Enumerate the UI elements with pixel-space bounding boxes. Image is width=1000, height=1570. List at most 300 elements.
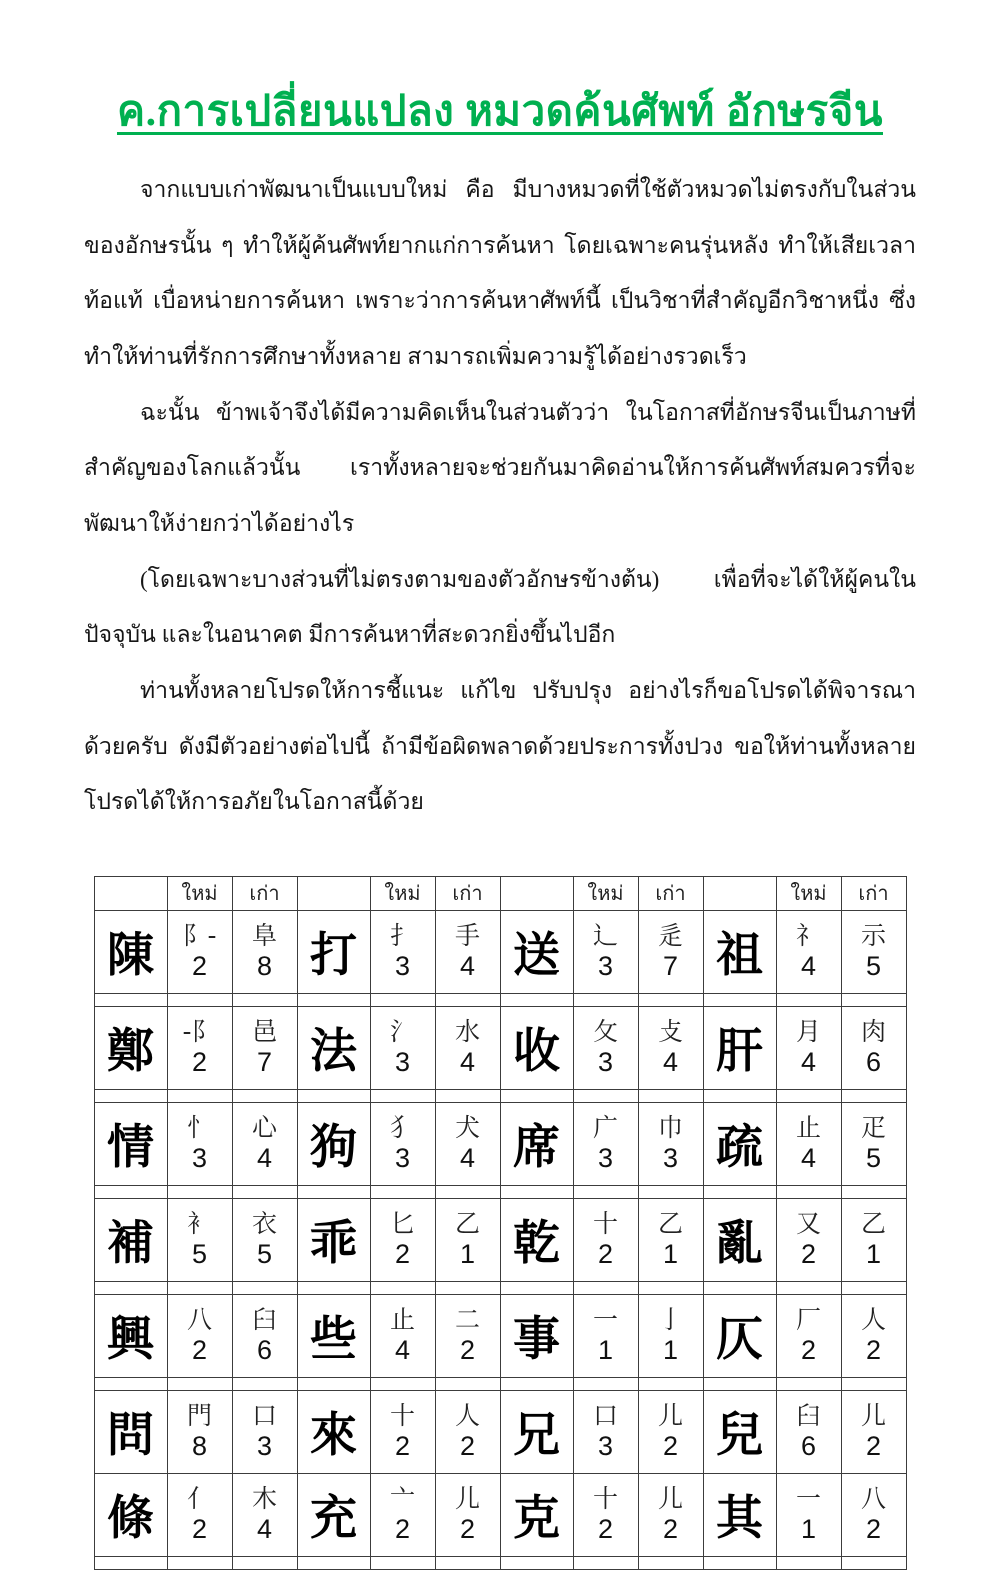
new-column-header: ใหม่ — [573, 876, 638, 910]
stroke-count: 2 — [865, 1334, 882, 1365]
old-column-header: เก่า — [841, 876, 906, 910]
spacer-cell — [232, 1089, 297, 1102]
radical-glyph: 匕 — [389, 1208, 415, 1238]
character-cell: 兄 — [500, 1390, 573, 1473]
spacer-cell — [167, 1089, 232, 1102]
new-radical-cell — [167, 1102, 232, 1185]
new-radical-cell — [370, 1006, 435, 1089]
spacer-cell — [232, 993, 297, 1006]
old-radical-cell — [638, 1390, 703, 1473]
new-radical-cell — [167, 1198, 232, 1281]
spacer-cell — [94, 993, 167, 1006]
new-radical-cell — [573, 1473, 638, 1556]
radical-glyph: 十 — [389, 1400, 415, 1430]
radical-glyph: 攵 — [592, 1016, 618, 1046]
new-column-header: ใหม่ — [370, 876, 435, 910]
table-header-row — [94, 876, 906, 910]
stroke-count: 2 — [865, 1513, 882, 1544]
character-cell: 條 — [94, 1473, 167, 1556]
spacer-cell — [776, 1377, 841, 1390]
radical-glyph: 犭 — [389, 1112, 415, 1142]
page-title: ค.การเปลี่ยนแปลง หมวดค้นศัพท์ อักษรจีน — [116, 89, 883, 135]
spacer-cell — [573, 993, 638, 1006]
character-cell: 送 — [500, 910, 573, 993]
stroke-count: 2 — [800, 1238, 817, 1269]
old-radical-cell — [435, 1006, 500, 1089]
character-cell: 兒 — [703, 1390, 776, 1473]
radical-glyph: 儿 — [454, 1483, 480, 1513]
old-radical-cell — [232, 1006, 297, 1089]
stroke-count: 4 — [459, 950, 476, 981]
character-cell: 法 — [297, 1006, 370, 1089]
spacer-cell — [638, 993, 703, 1006]
old-radical-cell — [638, 1198, 703, 1281]
radical-glyph: 犬 — [454, 1112, 480, 1142]
new-radical-cell — [167, 1006, 232, 1089]
spacer-cell — [841, 1185, 906, 1198]
spacer-cell — [370, 1281, 435, 1294]
radical-table — [94, 876, 907, 1570]
radical-glyph: 木 — [251, 1483, 277, 1513]
spacer-cell — [573, 1281, 638, 1294]
spacer-cell — [638, 1089, 703, 1102]
character-cell: 興 — [94, 1294, 167, 1377]
spacer-cell — [638, 1377, 703, 1390]
spacer-cell — [638, 1556, 703, 1569]
old-radical-cell — [232, 1102, 297, 1185]
character-cell: 來 — [297, 1390, 370, 1473]
spacer-cell — [500, 1281, 573, 1294]
character-cell: 祖 — [703, 910, 776, 993]
spacer-cell — [167, 1281, 232, 1294]
spacer-cell — [703, 1089, 776, 1102]
new-radical-cell — [573, 910, 638, 993]
stroke-count: 3 — [662, 1142, 679, 1173]
old-radical-cell — [841, 1473, 906, 1556]
stroke-count: 4 — [256, 1513, 273, 1544]
stroke-count: 7 — [256, 1046, 273, 1077]
stroke-count: 3 — [394, 1046, 411, 1077]
radical-glyph: 厂 — [795, 1304, 821, 1334]
table-row — [94, 1390, 906, 1473]
spacer-cell — [297, 1185, 370, 1198]
radical-glyph: 邑 — [251, 1016, 277, 1046]
old-radical-cell — [232, 910, 297, 993]
character-cell: 亂 — [703, 1198, 776, 1281]
old-radical-cell — [638, 1006, 703, 1089]
stroke-count: 2 — [459, 1334, 476, 1365]
radical-glyph: 八 — [860, 1483, 886, 1513]
spacer-cell — [232, 1377, 297, 1390]
stroke-count: 2 — [394, 1238, 411, 1269]
spacer-row — [94, 1556, 906, 1569]
stroke-count: 5 — [865, 950, 882, 981]
new-radical-cell — [776, 1006, 841, 1089]
radical-glyph: 人 — [860, 1304, 886, 1334]
radical-glyph: 儿 — [657, 1400, 683, 1430]
stroke-count: 8 — [256, 950, 273, 981]
radical-glyph: 臼 — [795, 1400, 821, 1430]
radical-glyph: 又 — [795, 1208, 821, 1238]
stroke-count: 1 — [800, 1513, 817, 1544]
old-column-header: เก่า — [232, 876, 297, 910]
spacer-row — [94, 993, 906, 1006]
radical-glyph: 亅 — [657, 1304, 683, 1334]
stroke-count: 3 — [597, 1142, 614, 1173]
radical-glyph: 人 — [454, 1400, 480, 1430]
stroke-count: 4 — [394, 1334, 411, 1365]
radical-glyph: 衣 — [251, 1208, 277, 1238]
stroke-count: 1 — [597, 1334, 614, 1365]
new-radical-cell — [167, 1294, 232, 1377]
spacer-cell — [370, 993, 435, 1006]
radical-glyph: 忄 — [186, 1112, 212, 1142]
character-cell: 仄 — [703, 1294, 776, 1377]
radical-glyph: 一 — [592, 1304, 618, 1334]
old-radical-cell — [841, 1390, 906, 1473]
spacer-cell — [703, 1185, 776, 1198]
spacer-cell — [703, 1556, 776, 1569]
character-cell: 其 — [703, 1473, 776, 1556]
stroke-count: 2 — [459, 1513, 476, 1544]
stroke-count: 2 — [800, 1334, 817, 1365]
old-radical-cell — [435, 1102, 500, 1185]
radical-glyph: 广 — [592, 1112, 618, 1142]
character-cell: 狗 — [297, 1102, 370, 1185]
spacer-cell — [297, 1281, 370, 1294]
spacer-cell — [167, 1556, 232, 1569]
new-radical-cell — [370, 1473, 435, 1556]
char-header-cell — [500, 876, 573, 910]
character-cell: 情 — [94, 1102, 167, 1185]
spacer-cell — [435, 1556, 500, 1569]
radical-glyph: 氵 — [389, 1016, 415, 1046]
old-radical-cell — [841, 1102, 906, 1185]
spacer-cell — [573, 1556, 638, 1569]
new-radical-cell — [573, 1390, 638, 1473]
spacer-cell — [776, 1089, 841, 1102]
stroke-count: 3 — [191, 1142, 208, 1173]
spacer-cell — [435, 1185, 500, 1198]
stroke-count: 7 — [662, 950, 679, 981]
spacer-cell — [94, 1556, 167, 1569]
stroke-count: 2 — [191, 1334, 208, 1365]
stroke-count: 2 — [191, 1513, 208, 1544]
character-cell: 席 — [500, 1102, 573, 1185]
spacer-cell — [232, 1281, 297, 1294]
spacer-cell — [500, 1089, 573, 1102]
old-radical-cell — [638, 910, 703, 993]
radical-glyph: 臼 — [251, 1304, 277, 1334]
spacer-cell — [841, 993, 906, 1006]
character-cell: 些 — [297, 1294, 370, 1377]
radical-glyph: 阜 — [251, 920, 277, 950]
stroke-count: 2 — [597, 1513, 614, 1544]
stroke-count: 6 — [865, 1046, 882, 1077]
old-radical-cell — [435, 1294, 500, 1377]
spacer-cell — [776, 993, 841, 1006]
spacer-cell — [841, 1556, 906, 1569]
character-cell: 肝 — [703, 1006, 776, 1089]
new-radical-cell — [167, 1390, 232, 1473]
spacer-cell — [776, 1185, 841, 1198]
spacer-cell — [94, 1089, 167, 1102]
character-cell: 問 — [94, 1390, 167, 1473]
radical-glyph: 手 — [454, 920, 480, 950]
radical-glyph: 辶 — [592, 920, 618, 950]
stroke-count: 2 — [394, 1513, 411, 1544]
radical-glyph: 肉 — [860, 1016, 886, 1046]
spacer-cell — [500, 993, 573, 1006]
spacer-cell — [370, 1089, 435, 1102]
char-header-cell — [703, 876, 776, 910]
spacer-cell — [297, 1556, 370, 1569]
spacer-cell — [370, 1185, 435, 1198]
radical-glyph: 巾 — [657, 1112, 683, 1142]
stroke-count: 2 — [191, 950, 208, 981]
spacer-cell — [703, 1281, 776, 1294]
old-radical-cell — [841, 1006, 906, 1089]
new-radical-cell — [776, 1473, 841, 1556]
old-radical-cell — [232, 1390, 297, 1473]
spacer-cell — [435, 1089, 500, 1102]
old-radical-cell — [638, 1473, 703, 1556]
stroke-count: 2 — [662, 1430, 679, 1461]
stroke-count: 4 — [459, 1046, 476, 1077]
stroke-count: 3 — [597, 950, 614, 981]
old-radical-cell — [841, 910, 906, 993]
stroke-count: 3 — [597, 1430, 614, 1461]
spacer-cell — [638, 1281, 703, 1294]
spacer-cell — [167, 1377, 232, 1390]
old-radical-cell — [638, 1102, 703, 1185]
old-radical-cell — [435, 1198, 500, 1281]
stroke-count: 1 — [865, 1238, 882, 1269]
new-radical-cell — [370, 1390, 435, 1473]
radical-glyph: 止 — [795, 1112, 821, 1142]
spacer-cell — [500, 1185, 573, 1198]
stroke-count: 2 — [597, 1238, 614, 1269]
spacer-cell — [573, 1185, 638, 1198]
spacer-cell — [841, 1377, 906, 1390]
new-radical-cell — [776, 1294, 841, 1377]
spacer-cell — [638, 1185, 703, 1198]
character-cell: 陳 — [94, 910, 167, 993]
radical-glyph: -阝 — [182, 1016, 217, 1046]
radical-glyph: 乙 — [860, 1208, 886, 1238]
spacer-cell — [297, 1377, 370, 1390]
spacer-cell — [841, 1089, 906, 1102]
spacer-cell — [94, 1281, 167, 1294]
stroke-count: 5 — [865, 1142, 882, 1173]
radical-glyph: 口 — [592, 1400, 618, 1430]
old-radical-cell — [435, 910, 500, 993]
spacer-cell — [500, 1377, 573, 1390]
radical-glyph: 儿 — [657, 1483, 683, 1513]
stroke-count: 2 — [459, 1430, 476, 1461]
new-radical-cell — [573, 1294, 638, 1377]
stroke-count: 8 — [191, 1430, 208, 1461]
character-cell: 疏 — [703, 1102, 776, 1185]
spacer-cell — [703, 1377, 776, 1390]
spacer-cell — [297, 993, 370, 1006]
radical-glyph: 阝- — [182, 920, 217, 950]
radical-glyph: 八 — [186, 1304, 212, 1334]
new-radical-cell — [573, 1198, 638, 1281]
character-cell: 鄭 — [94, 1006, 167, 1089]
old-radical-cell — [841, 1198, 906, 1281]
spacer-cell — [435, 1281, 500, 1294]
spacer-cell — [167, 993, 232, 1006]
char-header-cell — [94, 876, 167, 910]
old-radical-cell — [232, 1198, 297, 1281]
spacer-cell — [776, 1556, 841, 1569]
spacer-cell — [297, 1089, 370, 1102]
new-radical-cell — [573, 1102, 638, 1185]
table-row — [94, 910, 906, 993]
radical-glyph: 亠 — [389, 1483, 415, 1513]
new-column-header: ใหม่ — [167, 876, 232, 910]
old-radical-cell — [435, 1390, 500, 1473]
radical-glyph: 儿 — [860, 1400, 886, 1430]
stroke-count: 4 — [662, 1046, 679, 1077]
new-radical-cell — [370, 1102, 435, 1185]
radical-glyph: 衤 — [186, 1208, 212, 1238]
radical-glyph: 一 — [795, 1483, 821, 1513]
old-column-header: เก่า — [435, 876, 500, 910]
table-row — [94, 1294, 906, 1377]
spacer-cell — [167, 1185, 232, 1198]
old-radical-cell — [638, 1294, 703, 1377]
new-radical-cell — [167, 910, 232, 993]
stroke-count: 4 — [800, 1046, 817, 1077]
spacer-cell — [435, 993, 500, 1006]
radical-glyph: 止 — [389, 1304, 415, 1334]
spacer-cell — [232, 1556, 297, 1569]
new-radical-cell — [776, 1390, 841, 1473]
spacer-cell — [370, 1556, 435, 1569]
spacer-row — [94, 1281, 906, 1294]
radical-glyph: 乙 — [454, 1208, 480, 1238]
stroke-count: 3 — [597, 1046, 614, 1077]
spacer-row — [94, 1377, 906, 1390]
paragraph: ฉะนั้น ข้าพเจ้าจึงได้มีความคิดเห็นในส่วนตัวว่า ในโอกาสที่อักษรจีนเป็นภาษที่สำคัญของโลกแล้วนั้น เราทั้งหลายจะช่วยกันมาคิดอ่านให้การค้นศัพท์สมควรที่จะพัฒนาให้ง่ายกว่าได้อย่างไร — [84, 399, 916, 536]
spacer-row — [94, 1185, 906, 1198]
spacer-cell — [500, 1556, 573, 1569]
character-cell: 收 — [500, 1006, 573, 1089]
table-row — [94, 1006, 906, 1089]
radical-glyph: 十 — [592, 1208, 618, 1238]
old-column-header: เก่า — [638, 876, 703, 910]
stroke-count: 1 — [662, 1238, 679, 1269]
radical-glyph: 扌 — [389, 920, 415, 950]
character-cell: 事 — [500, 1294, 573, 1377]
spacer-cell — [94, 1377, 167, 1390]
paragraph: (โดยเฉพาะบางส่วนที่ไม่ตรงตามของตัวอักษรข้างต้น) เพื่อที่จะได้ให้ผู้คนในปัจจุบัน และในอนาคต มีการค้นหาที่สะดวกยิ่งขึ้นไปอีก — [84, 566, 916, 648]
new-radical-cell — [370, 910, 435, 993]
radical-glyph: 亻 — [186, 1483, 212, 1513]
radical-glyph: 門 — [186, 1400, 212, 1430]
new-radical-cell — [167, 1473, 232, 1556]
character-cell: 打 — [297, 910, 370, 993]
spacer-cell — [370, 1377, 435, 1390]
char-header-cell — [297, 876, 370, 910]
radical-glyph: 示 — [860, 920, 886, 950]
table-row — [94, 1473, 906, 1556]
new-radical-cell — [573, 1006, 638, 1089]
stroke-count: 3 — [256, 1430, 273, 1461]
character-cell: 補 — [94, 1198, 167, 1281]
stroke-count: 5 — [191, 1238, 208, 1269]
stroke-count: 1 — [459, 1238, 476, 1269]
new-radical-cell — [776, 1102, 841, 1185]
stroke-count: 4 — [800, 1142, 817, 1173]
new-radical-cell — [776, 910, 841, 993]
spacer-cell — [841, 1281, 906, 1294]
radical-glyph: 月 — [795, 1016, 821, 1046]
spacer-row — [94, 1089, 906, 1102]
radical-glyph: 攴 — [657, 1016, 683, 1046]
spacer-cell — [435, 1377, 500, 1390]
radical-glyph: 心 — [251, 1112, 277, 1142]
stroke-count: 3 — [394, 1142, 411, 1173]
spacer-cell — [573, 1377, 638, 1390]
character-cell: 乾 — [500, 1198, 573, 1281]
body-text — [84, 162, 916, 830]
stroke-count: 2 — [191, 1046, 208, 1077]
stroke-count: 2 — [865, 1430, 882, 1461]
new-column-header: ใหม่ — [776, 876, 841, 910]
character-cell: 乖 — [297, 1198, 370, 1281]
spacer-cell — [232, 1185, 297, 1198]
paragraph: ท่านทั้งหลายโปรดให้การชี้แนะ แก้ไข ปรับปรุง อย่างไรก็ขอโปรดได้พิจารณาด้วยครับ ดังมีตัวอย่างต่อไปนี้ ถ้ามีข้อผิดพลาดด้วยประการทั้งปวง ขอให้ท่านทั้งหลายโปรดได้ให้การอภัยในโอกาสนี้ด้วย — [84, 677, 916, 815]
stroke-count: 3 — [394, 950, 411, 981]
radical-glyph: 礻 — [795, 920, 821, 950]
spacer-cell — [776, 1281, 841, 1294]
new-radical-cell — [370, 1294, 435, 1377]
stroke-count: 1 — [662, 1334, 679, 1365]
radical-glyph: 二 — [454, 1304, 480, 1334]
character-cell: 克 — [500, 1473, 573, 1556]
stroke-count: 6 — [800, 1430, 817, 1461]
stroke-count: 4 — [800, 950, 817, 981]
spacer-cell — [573, 1089, 638, 1102]
old-radical-cell — [435, 1473, 500, 1556]
spacer-cell — [703, 993, 776, 1006]
radical-glyph: 水 — [454, 1016, 480, 1046]
old-radical-cell — [232, 1294, 297, 1377]
old-radical-cell — [841, 1294, 906, 1377]
radical-glyph: 口 — [251, 1400, 277, 1430]
old-radical-cell — [232, 1473, 297, 1556]
radical-glyph: 乙 — [657, 1208, 683, 1238]
new-radical-cell — [776, 1198, 841, 1281]
character-cell: 充 — [297, 1473, 370, 1556]
radical-glyph: 辵 — [657, 920, 683, 950]
paragraph: จากแบบเก่าพัฒนาเป็นแบบใหม่ คือ มีบางหมวดที่ใช้ตัวหมวดไม่ตรงกับในส่วนของอักษรนั้น ๆ ทำให้ผู้ค้นศัพท์ยากแก่การค้นหา โดยเฉพาะคนรุ่นหลัง ทำให้เสียเวลา ท้อแท้ เบื่อหน่ายการค้นหา เพราะว่าการค้นหาศัพท์นี้ เป็นวิชาที่สำคัญอีกวิชาหนึ่ง ซึ่งทำให้ท่านที่รักการศึกษาทั้งหลาย สามารถเพิ่มความรู้ได้อย่างรวดเร็ว — [84, 177, 916, 369]
stroke-count: 4 — [459, 1142, 476, 1173]
radical-glyph: 十 — [592, 1483, 618, 1513]
stroke-count: 2 — [662, 1513, 679, 1544]
table-row — [94, 1102, 906, 1185]
new-radical-cell — [370, 1198, 435, 1281]
table-row — [94, 1198, 906, 1281]
radical-glyph: 疋 — [860, 1112, 886, 1142]
stroke-count: 4 — [256, 1142, 273, 1173]
spacer-cell — [94, 1185, 167, 1198]
stroke-count: 2 — [394, 1430, 411, 1461]
stroke-count: 5 — [256, 1238, 273, 1269]
